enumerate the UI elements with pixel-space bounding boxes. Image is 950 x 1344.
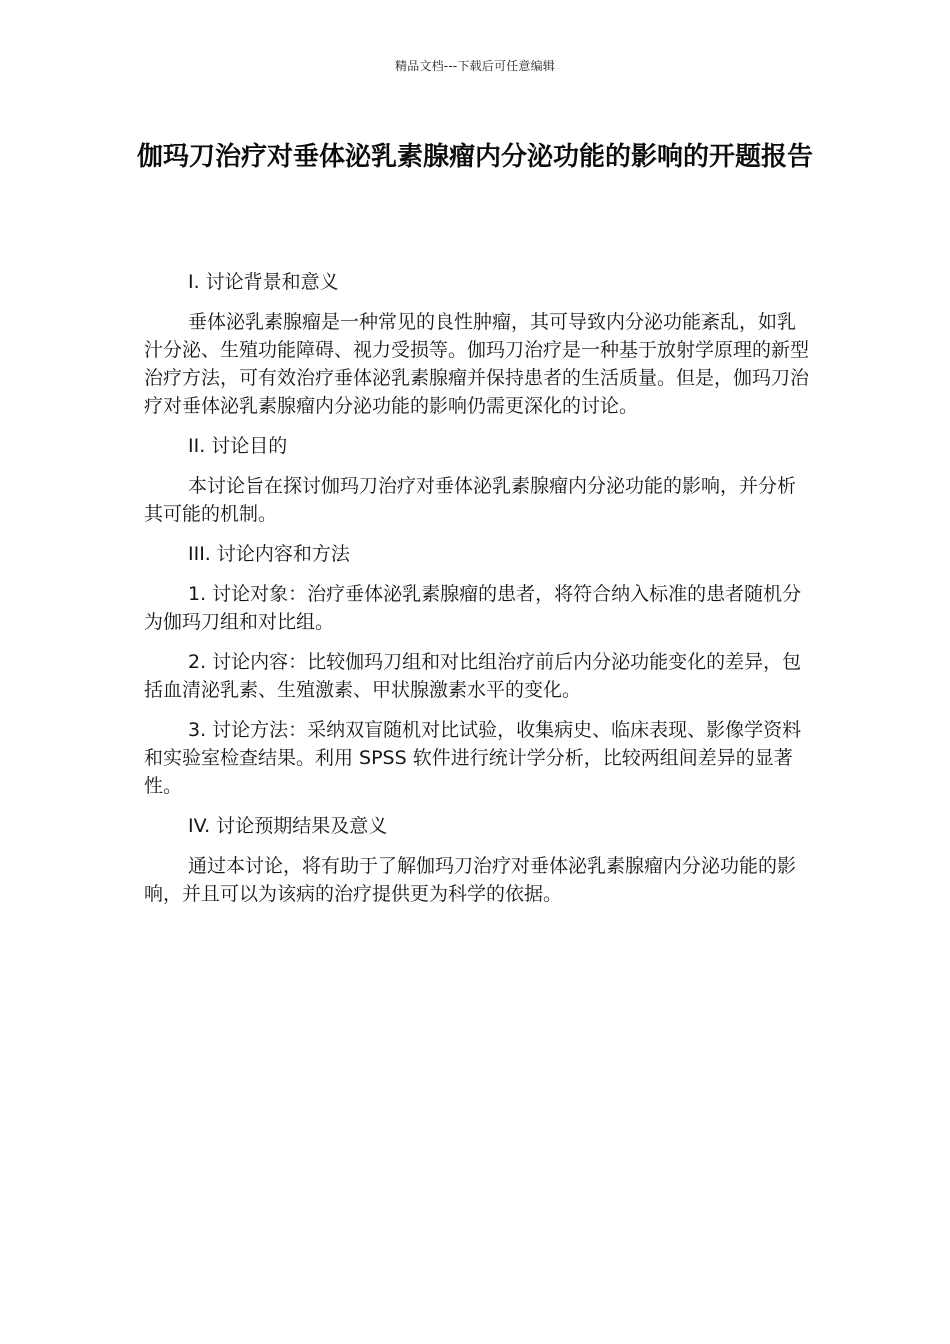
paragraph-methods: 3. 讨论方法：采纳双盲随机对比试验，收集病史、临床表现、影像学资料和实验室检查结果。利用 SPSS 软件进行统计学分析，比较两组间差异的显著性。 [144, 719, 802, 797]
section-heading: I. 讨论背景和意义 [188, 271, 339, 293]
document-title: 伽玛刀治疗对垂体泌乳素腺瘤内分泌功能的影响的开题报告 [136, 142, 813, 172]
section-background [144, 268, 810, 420]
paragraph-content: 2. 讨论内容：比较伽玛刀组和对比组治疗前后内分泌功能变化的差异，包括血清泌乳素、生殖激素、甲状腺激素水平的变化。 [144, 651, 802, 701]
section-heading: III. 讨论内容和方法 [188, 543, 350, 565]
section-heading: II. 讨论目的 [188, 435, 288, 457]
section-expected-results [144, 812, 810, 908]
paragraph-subjects: 1. 讨论对象：治疗垂体泌乳素腺瘤的患者，将符合纳入标准的患者随机分为伽玛刀组和对比组。 [144, 583, 802, 633]
header-note: 精品文档---下载后可任意编辑 [395, 59, 555, 73]
section-heading: IV. 讨论预期结果及意义 [188, 815, 388, 837]
paragraph: 垂体泌乳素腺瘤是一种常见的良性肿瘤，其可导致内分泌功能紊乱，如乳汁分泌、生殖功能障碍、视力受损等。伽玛刀治疗是一种基于放射学原理的新型治疗方法，可有效治疗垂体泌乳素腺瘤并保持患者的生活质量。但是，伽玛刀治疗对垂体泌乳素腺瘤内分泌功能的影响仍需更深化的讨论。 [144, 311, 810, 417]
section-purpose [144, 432, 810, 528]
paragraph: 通过本讨论，将有助于了解伽玛刀治疗对垂体泌乳素腺瘤内分泌功能的影响，并且可以为该病的治疗提供更为科学的依据。 [144, 855, 797, 905]
section-content-methods [144, 540, 810, 800]
document-body [144, 268, 810, 920]
paragraph: 本讨论旨在探讨伽玛刀治疗对垂体泌乳素腺瘤内分泌功能的影响，并分析其可能的机制。 [144, 475, 797, 525]
